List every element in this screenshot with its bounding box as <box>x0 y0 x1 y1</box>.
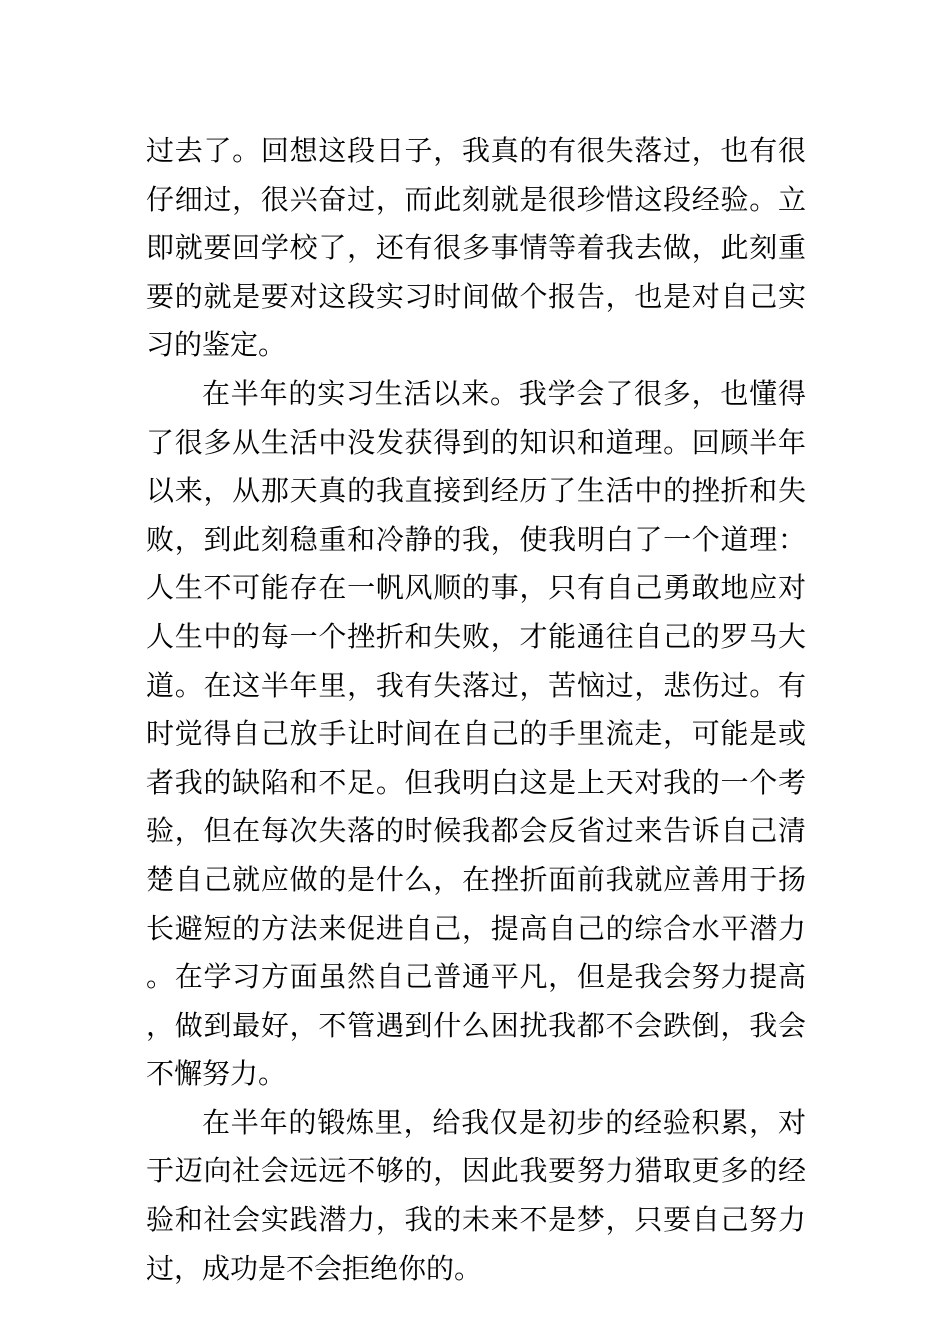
body-text <box>146 127 806 1293</box>
paragraph-3: 在半年的锻炼里，给我仅是初步的经验积累，对于迈向社会远远不够的，因此我要努力猎取更多的经验和社会实践潜力，我的未来不是梦，只要自己努力过，成功是不会拒绝你的。 <box>146 1105 806 1285</box>
paragraph-2: 在半年的实习生活以来。我学会了很多，也懂得了很多从生活中没发获得到的知识和道理。回顾半年以来，从那天真的我直接到经历了生活中的挫折和失败，到此刻稳重和冷静的我，使我明白了一个道理：人生不可能存在一帆风顺的事，只有自己勇敢地应对人生中的每一个挫折和失败，才能通往自己的罗马大道。在这半年里，我有失落过，苦恼过，悲伤过。有时觉得自己放手让时间在自己的手里流走，可能是或者我的缺陷和不足。但我明白这是上天对我的一个考验，但在每次失落的时候我都会反省过来告诉自己清楚自己就应做的是什么，在挫折面前我就应善用于扬长避短的方法来促进自己，提高自己的综合水平潜力。在学习方面虽然自己普通平凡，但是我会努力提高，做到最好，不管遇到什么困扰我都不会跌倒，我会不懈努力。 <box>146 376 806 1091</box>
paragraph-1: 过去了。回想这段日子，我真的有很失落过，也有很仔细过，很兴奋过，而此刻就是很珍惜这段经验。立即就要回学校了，还有很多事情等着我去做，此刻重要的就是要对这段实习时间做个报告，也是对自己实习的鉴定。 <box>146 134 806 362</box>
